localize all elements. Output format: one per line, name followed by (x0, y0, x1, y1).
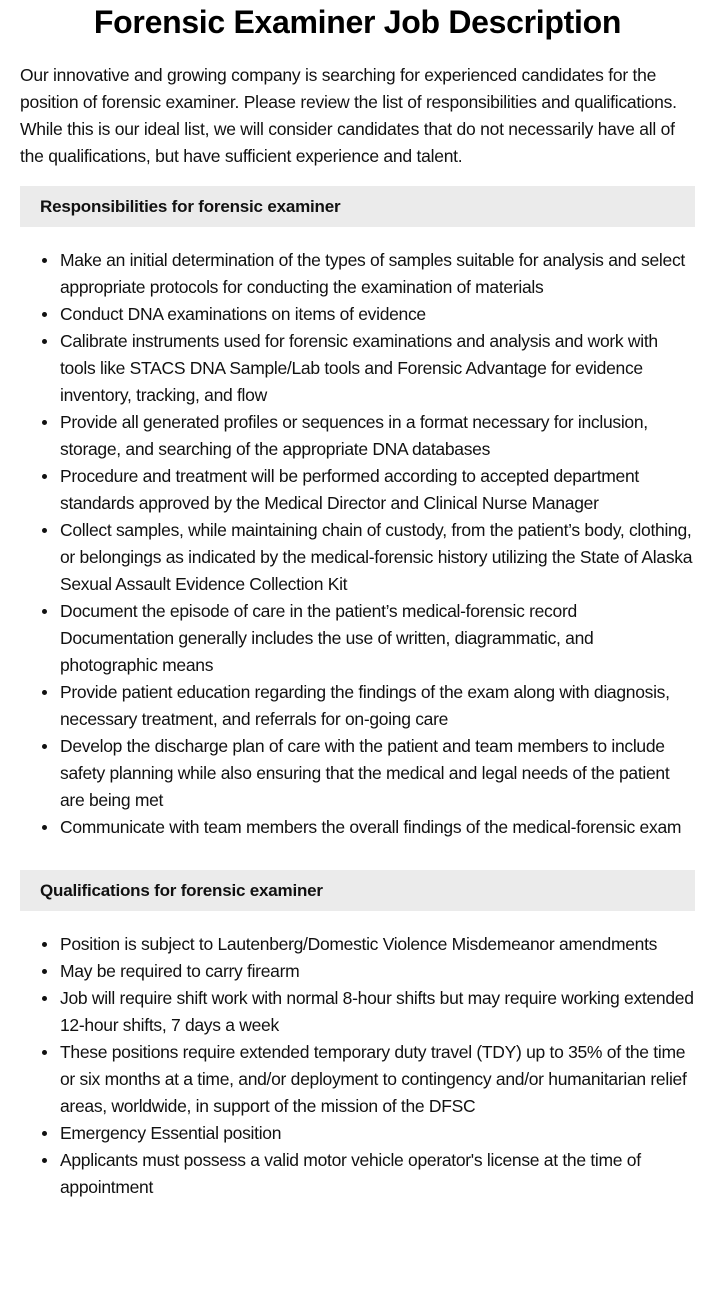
responsibilities-list (20, 247, 695, 841)
list-item: May be required to carry firearm (60, 958, 695, 985)
list-item: Make an initial determination of the types of samples suitable for analysis and select appropriate protocols for conducting the examination of materials (60, 247, 695, 301)
list-item: These positions require extended temporary duty travel (TDY) up to 35% of the time or six months at a time, and/or deployment to contingency and/or humanitarian relief areas, worldwide, in support of the mission of the DFSC (60, 1039, 695, 1120)
list-item: Provide all generated profiles or sequences in a format necessary for inclusion, storage, and searching of the appropriate DNA databases (60, 409, 695, 463)
list-item: Document the episode of care in the patient’s medical-forensic record Documentation generally includes the use of written, diagrammatic, and photographic means (60, 598, 695, 679)
list-item: Communicate with team members the overall findings of the medical-forensic exam (60, 814, 695, 841)
list-item: Job will require shift work with normal 8-hour shifts but may require working extended 12-hour shifts, 7 days a week (60, 985, 695, 1039)
spacer (20, 841, 695, 854)
list-item: Collect samples, while maintaining chain of custody, from the patient’s body, clothing, or belongings as indicated by the medical-forensic history utilizing the State of Alaska Sexual Assault Evidence Collection Kit (60, 517, 695, 598)
qualifications-heading: Qualifications for forensic examiner (20, 870, 695, 911)
qualifications-list (20, 931, 695, 1201)
list-item: Applicants must possess a valid motor vehicle operator's license at the time of appointment (60, 1147, 695, 1201)
list-item: Procedure and treatment will be performed according to accepted department standards approved by the Medical Director and Clinical Nurse Manager (60, 463, 695, 517)
list-item: Provide patient education regarding the findings of the exam along with diagnosis, necessary treatment, and referrals for on-going care (60, 679, 695, 733)
list-item: Develop the discharge plan of care with the patient and team members to include safety planning while also ensuring that the medical and legal needs of the patient are being met (60, 733, 695, 814)
responsibilities-heading: Responsibilities for forensic examiner (20, 186, 695, 227)
page-title: Forensic Examiner Job Description (93, 4, 622, 40)
intro-paragraph: Our innovative and growing company is searching for experienced candidates for the position of forensic examiner. Please review the list of responsibilities and qualifications. While this is our ideal list, we will consider candidates that do not necessarily have all of the qualifications, but have sufficient experience and talent. (20, 65, 677, 166)
list-item: Conduct DNA examinations on items of evidence (60, 301, 695, 328)
list-item: Position is subject to Lautenberg/Domestic Violence Misdemeanor amendments (60, 931, 695, 958)
list-item: Emergency Essential position (60, 1120, 695, 1147)
list-item: Calibrate instruments used for forensic examinations and analysis and work with tools like STACS DNA Sample/Lab tools and Forensic Advantage for evidence inventory, tracking, and flow (60, 328, 695, 409)
